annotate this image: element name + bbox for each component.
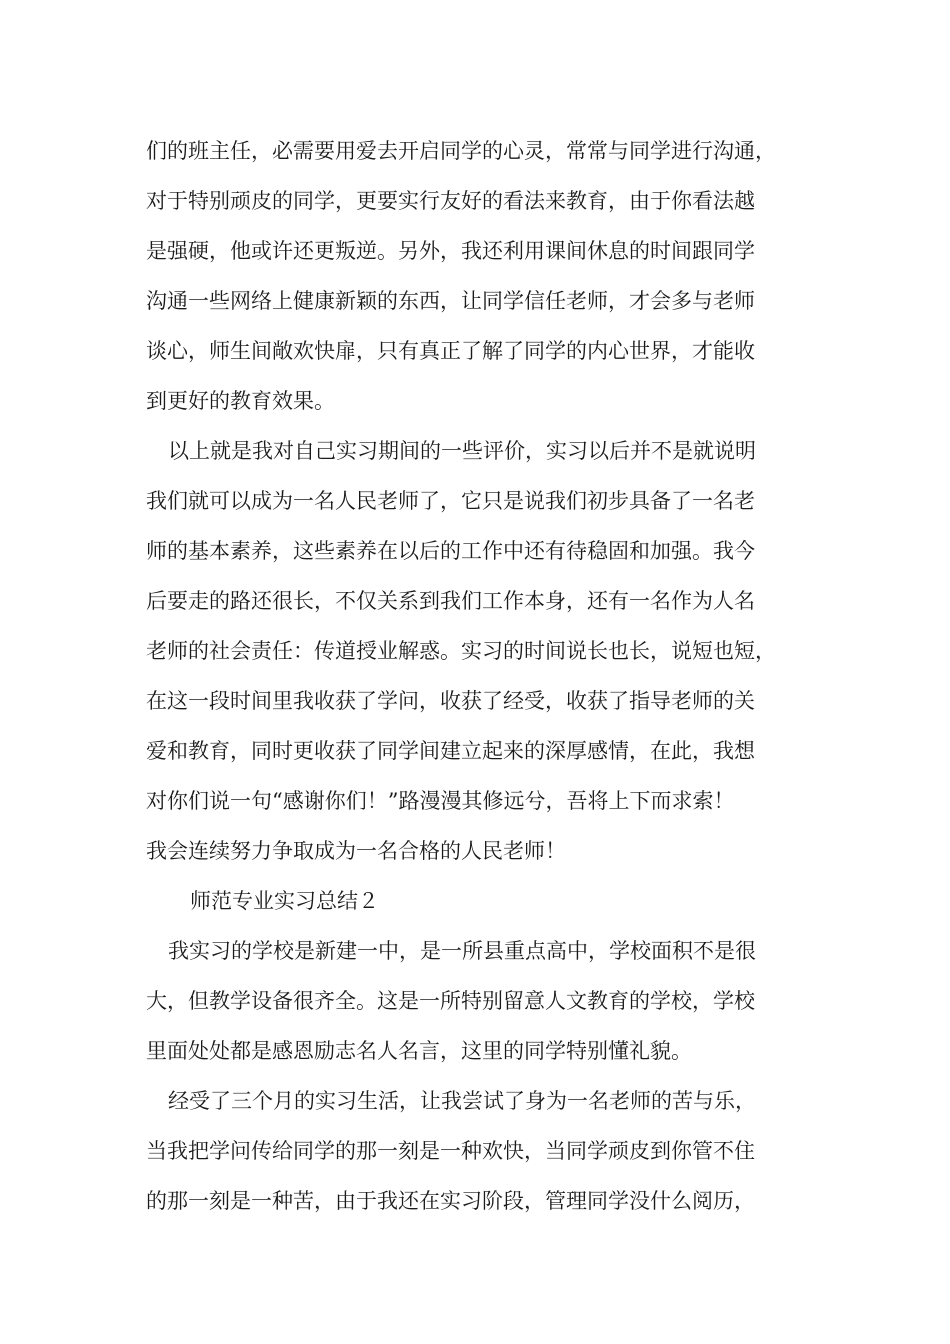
text-line: 当我把学问传给同学的那一刻是一种欢快，当同学顽皮到你管不住: [146, 1139, 755, 1163]
text-line: 里面处处都是感恩励志名人名言，这里的同学特别懂礼貌。: [146, 1039, 692, 1063]
text-line: 对于特别顽皮的同学，更要实行友好的看法来教育，由于你看法越: [146, 189, 755, 213]
text-line: 谈心，师生间敞欢快扉，只有真正了解了同学的内心世界，才能收: [146, 339, 755, 363]
text-line: 在这一段时间里我收获了学问，收获了经受，收获了指导老师的关: [146, 689, 755, 713]
text-line: 师的基本素养，这些素养在以后的工作中还有待稳固和加强。我今: [146, 539, 755, 563]
text-line: 经受了三个月的实习生活，让我尝试了身为一名老师的苦与乐，: [168, 1089, 756, 1113]
text-line: 老师的社会责任：传道授业解惑。实习的时间说长也长，说短也短，: [146, 639, 776, 663]
text-line: 的那一刻是一种苦，由于我还在实习阶段，管理同学没什么阅历，: [146, 1189, 755, 1213]
text-line: 我实习的学校是新建一中，是一所县重点高中，学校面积不是很: [168, 939, 756, 963]
text-line: 爱和教育，同时更收获了同学间建立起来的深厚感情，在此，我想: [146, 739, 755, 763]
text-line: 对你们说一句“感谢你们！”路漫漫其修远兮，吾将上下而求索！: [146, 789, 735, 813]
text-line: 后要走的路还很长，不仅关系到我们工作本身，还有一名作为人名: [146, 589, 755, 613]
text-line: 以上就是我对自己实习期间的一些评价，实习以后并不是就说明: [168, 439, 756, 463]
text-line: 们的班主任，必需要用爱去开启同学的心灵，常常与同学进行沟通，: [146, 139, 776, 163]
section-heading: 师范专业实习总结２: [190, 889, 379, 913]
text-line: 我们就可以成为一名人民老师了，它只是说我们初步具备了一名老: [146, 489, 755, 513]
text-line: 沟通一些网络上健康新颖的东西，让同学信任老师，才会多与老师: [146, 289, 755, 313]
text-line: 是强硬，他或许还更叛逆。另外，我还利用课间休息的时间跟同学: [146, 239, 755, 263]
text-line: 大，但教学设备很齐全。这是一所特别留意人文教育的学校，学校: [146, 989, 755, 1013]
text-line: 我会连续努力争取成为一名合格的人民老师！: [146, 839, 566, 863]
text-line: 到更好的教育效果。: [146, 389, 335, 413]
document-body: [146, 126, 836, 1226]
